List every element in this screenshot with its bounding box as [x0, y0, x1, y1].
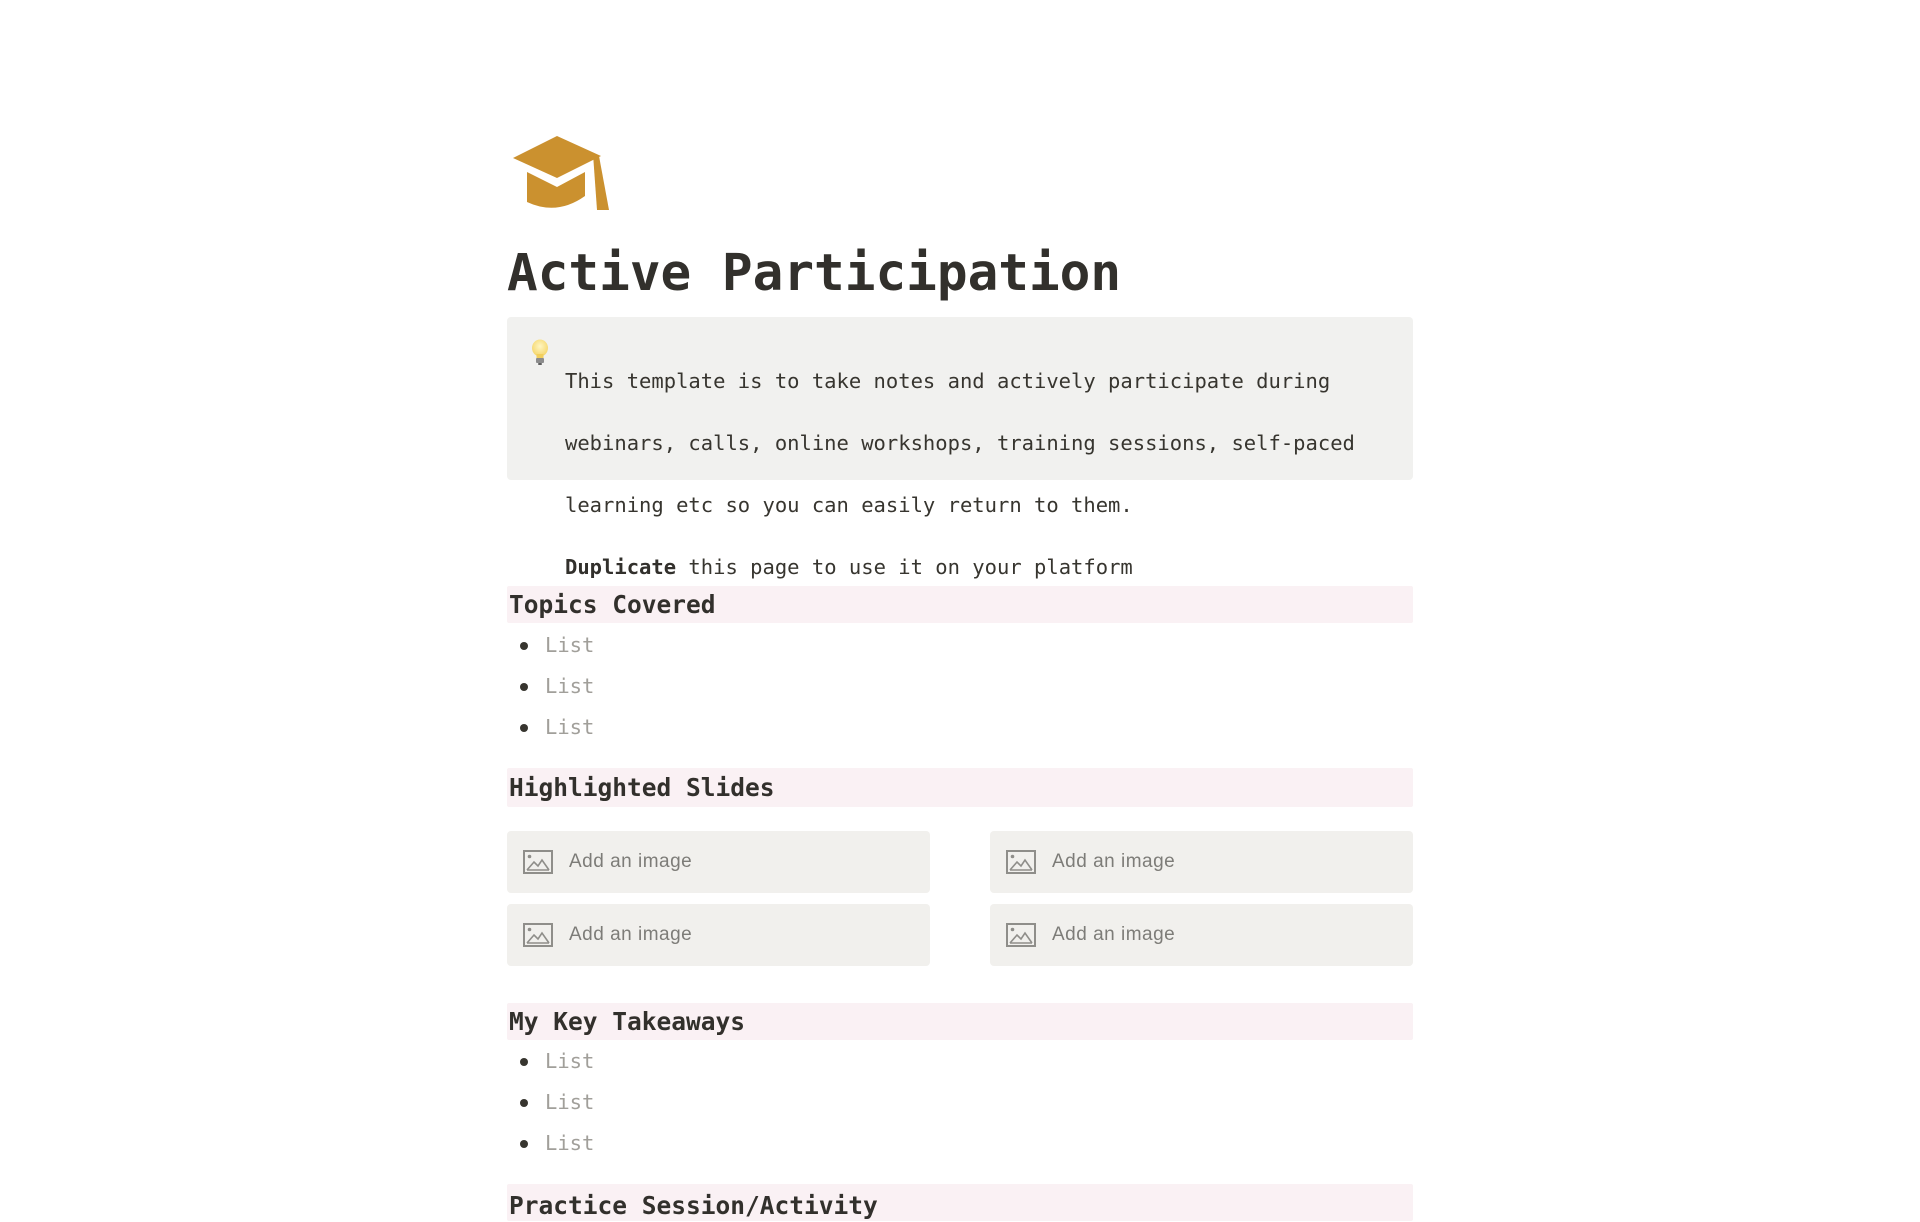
add-image-label: Add an image [569, 924, 693, 945]
add-image-label: Add an image [1052, 851, 1176, 872]
callout-line: learning etc so you can easily return to them. [565, 493, 1133, 517]
info-callout[interactable] [507, 317, 1413, 579]
list-item[interactable] [507, 625, 1413, 666]
image-icon [523, 850, 553, 874]
callout-cta-rest: this page to use it on your platform [676, 555, 1133, 579]
bullet-icon [520, 642, 528, 650]
add-image-button[interactable] [507, 831, 930, 893]
list-item-text[interactable]: List [545, 674, 595, 698]
callout-line: webinars, calls, online workshops, training sessions, self-paced [565, 431, 1355, 455]
heading-text: Highlighted Slides [509, 773, 775, 802]
bullet-icon [520, 1140, 528, 1148]
callout-cta-line [565, 552, 1395, 583]
lightbulb-icon [531, 339, 549, 367]
heading-highlighted-slides[interactable] [507, 768, 1413, 807]
heading-topics-covered[interactable] [507, 586, 1413, 623]
list-item[interactable] [507, 666, 1413, 707]
bullet-icon [520, 1058, 528, 1066]
heading-text: Topics Covered [509, 590, 716, 619]
list-item-text[interactable]: List [545, 1049, 595, 1073]
bullet-icon [520, 683, 528, 691]
bullet-icon [520, 1099, 528, 1107]
graduation-cap-icon[interactable] [513, 134, 609, 212]
callout-text [565, 335, 1395, 614]
heading-text: My Key Takeaways [509, 1007, 746, 1036]
add-image-label: Add an image [1052, 924, 1176, 945]
bullet-icon [520, 724, 528, 732]
list-item-text[interactable]: List [545, 1090, 595, 1114]
list-item-text[interactable]: List [545, 715, 595, 739]
heading-practice-session[interactable] [507, 1184, 1413, 1221]
add-image-label: Add an image [569, 851, 693, 872]
list-item[interactable] [507, 1123, 1413, 1164]
add-image-button[interactable] [507, 904, 930, 966]
topics-list [507, 625, 1413, 748]
list-item[interactable] [507, 1041, 1413, 1082]
list-item-text[interactable]: List [545, 633, 595, 657]
image-icon [523, 923, 553, 947]
duplicate-bold-text: Duplicate [565, 555, 677, 579]
add-image-button[interactable] [990, 904, 1413, 966]
list-item[interactable] [507, 707, 1413, 748]
page-title[interactable]: Active Participation [507, 244, 1122, 303]
heading-text: Practice Session/Activity [509, 1191, 878, 1220]
list-item-text[interactable]: List [545, 1131, 595, 1155]
add-image-button[interactable] [990, 831, 1413, 893]
heading-my-key-takeaways[interactable] [507, 1003, 1413, 1040]
takeaways-list [507, 1041, 1413, 1164]
image-icon [1006, 923, 1036, 947]
list-item[interactable] [507, 1082, 1413, 1123]
image-icon [1006, 850, 1036, 874]
callout-line: This template is to take notes and actively participate during [565, 369, 1331, 393]
